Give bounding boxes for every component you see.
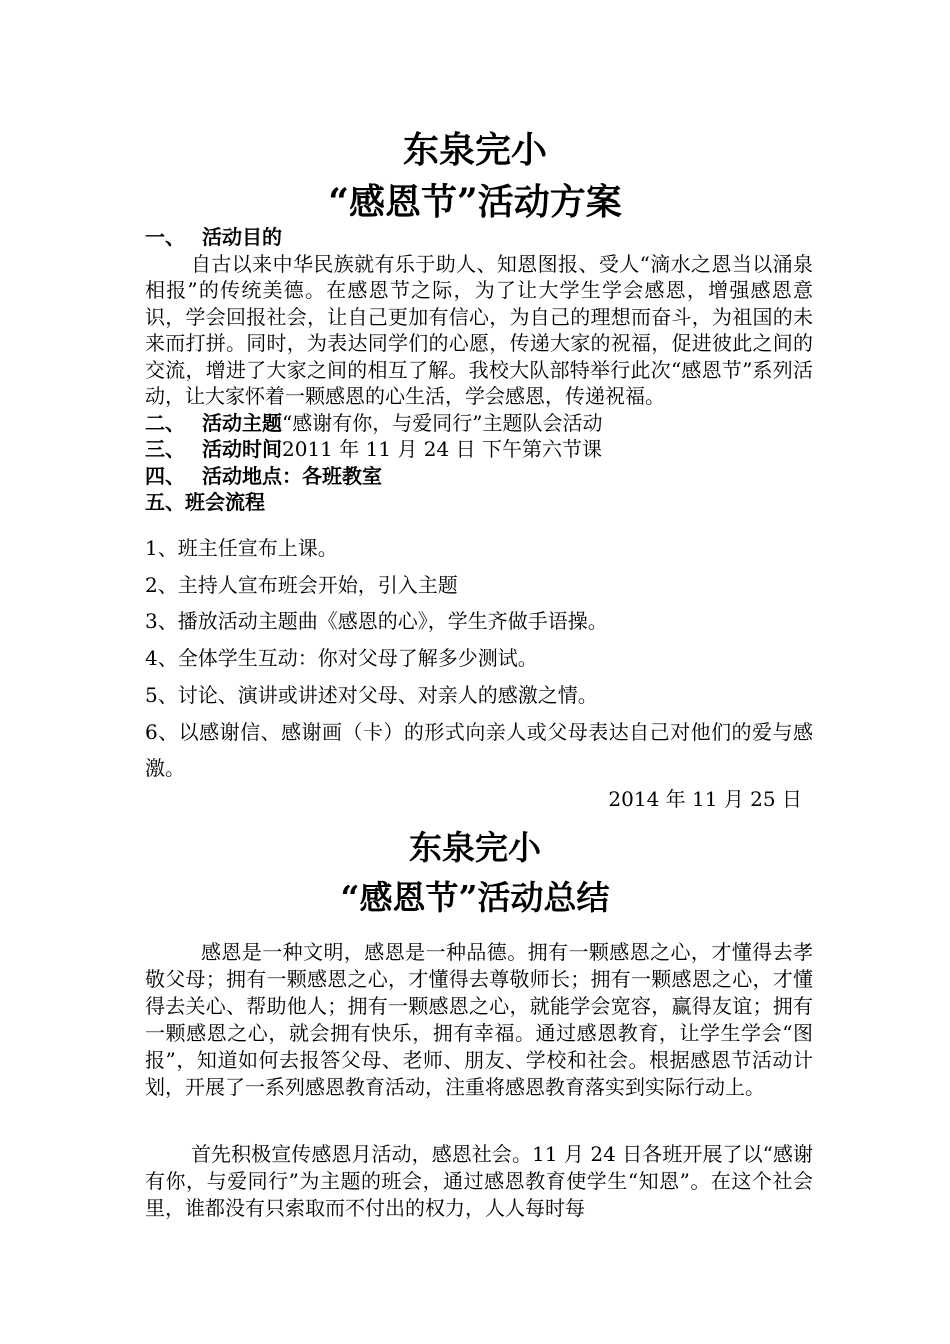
meeting-step: 6、以感谢信、感谢画（卡）的形式向亲人或父母表达自己对他们的爱与感激。 [145,719,813,781]
plan-date: 2014 年 11 月 25 日 [608,787,802,811]
summary-school-title: 东泉完小 [409,828,541,867]
section1-number: 一、 [145,225,185,249]
section3-number: 三、 [145,437,185,461]
summary-title: “感恩节”活动总结 [340,878,610,917]
section1-heading [145,224,813,251]
section1-title: 活动目的 [202,225,282,249]
meeting-step: 2、主持人宣布班会开始，引入主题 [145,572,458,597]
meeting-step: 5、讨论、演讲或讲述对父母、对亲人的感激之情。 [145,682,598,707]
section3-line [145,436,813,463]
meeting-steps-list [145,530,813,787]
section5-heading: 五、班会流程 [145,490,265,514]
summary-paragraph-1: 感恩是一种文明，感恩是一种品德。拥有一颗感恩之心，才懂得去孝敬父母；拥有一颗感恩之心，才懂得去尊敬师长；拥有一颗感恩之心，才懂得去关心、帮助他人；拥有一颗感恩之心，就能学会宽容，赢得友谊；拥有一颗感恩之心，就会拥有快乐，拥有幸福。通过感恩教育，让学生学会“图报”，知道如何去报答父母、老师、朋友、学校和社会。根据感恩节活动计划，开展了一系列感恩教育活动，注重将感恩教育落实到实际行动上。 [145,940,813,1099]
plan-school-title: 东泉完小 [402,129,547,171]
plan-body [145,224,813,516]
plan-title: “感恩节”活动方案 [328,181,622,223]
section4-line [145,463,813,490]
meeting-step: 4、全体学生互动：你对父母了解多少测试。 [145,646,538,671]
summary-paragraph-2: 首先积极宣传感恩月活动，感恩社会。11 月 24 日各班开展了以“感谢有你，与爱同行”为主题的班会，通过感恩教育使学生“知恩”。在这个社会里，谁都没有只索取而不付出的权力，人人每时每 [145,1142,813,1220]
section2-line [145,410,813,437]
section4-number: 四、 [145,463,185,488]
section1-paragraph: 自古以来中华民族就有乐于助人、知恩图报、受人“滴水之恩当以涌泉相报”的传统美德。在感恩节之际，为了让大学生学会感恩，增强感恩意识，学会回报社会，让自己更加有信心，为自己的理想而奋斗，为祖国的未来而打拼。同时，为表达同学们的心愿，传递大家的祝福，促进彼此之间的交流，增进了大家之间的相互了解。我校大队部特举行此次“感恩节”系列活动，让大家怀着一颗感恩的心生活，学会感恩，传递祝福。 [145,251,813,408]
section2-text: “感谢有你，与爱同行”主题队会活动 [282,410,603,435]
section4-title: 活动地点：各班教室 [202,463,382,488]
section3-title: 活动时间 [202,437,282,461]
section2-number: 二、 [145,410,185,435]
section2-title: 活动主题 [202,410,282,435]
section3-text: 2011 年 11 月 24 日 下午第六节课 [282,437,602,461]
meeting-step: 1、班主任宣布上课。 [145,536,338,560]
meeting-step: 3、播放活动主题曲《感恩的心》，学生齐做手语操。 [145,609,608,634]
